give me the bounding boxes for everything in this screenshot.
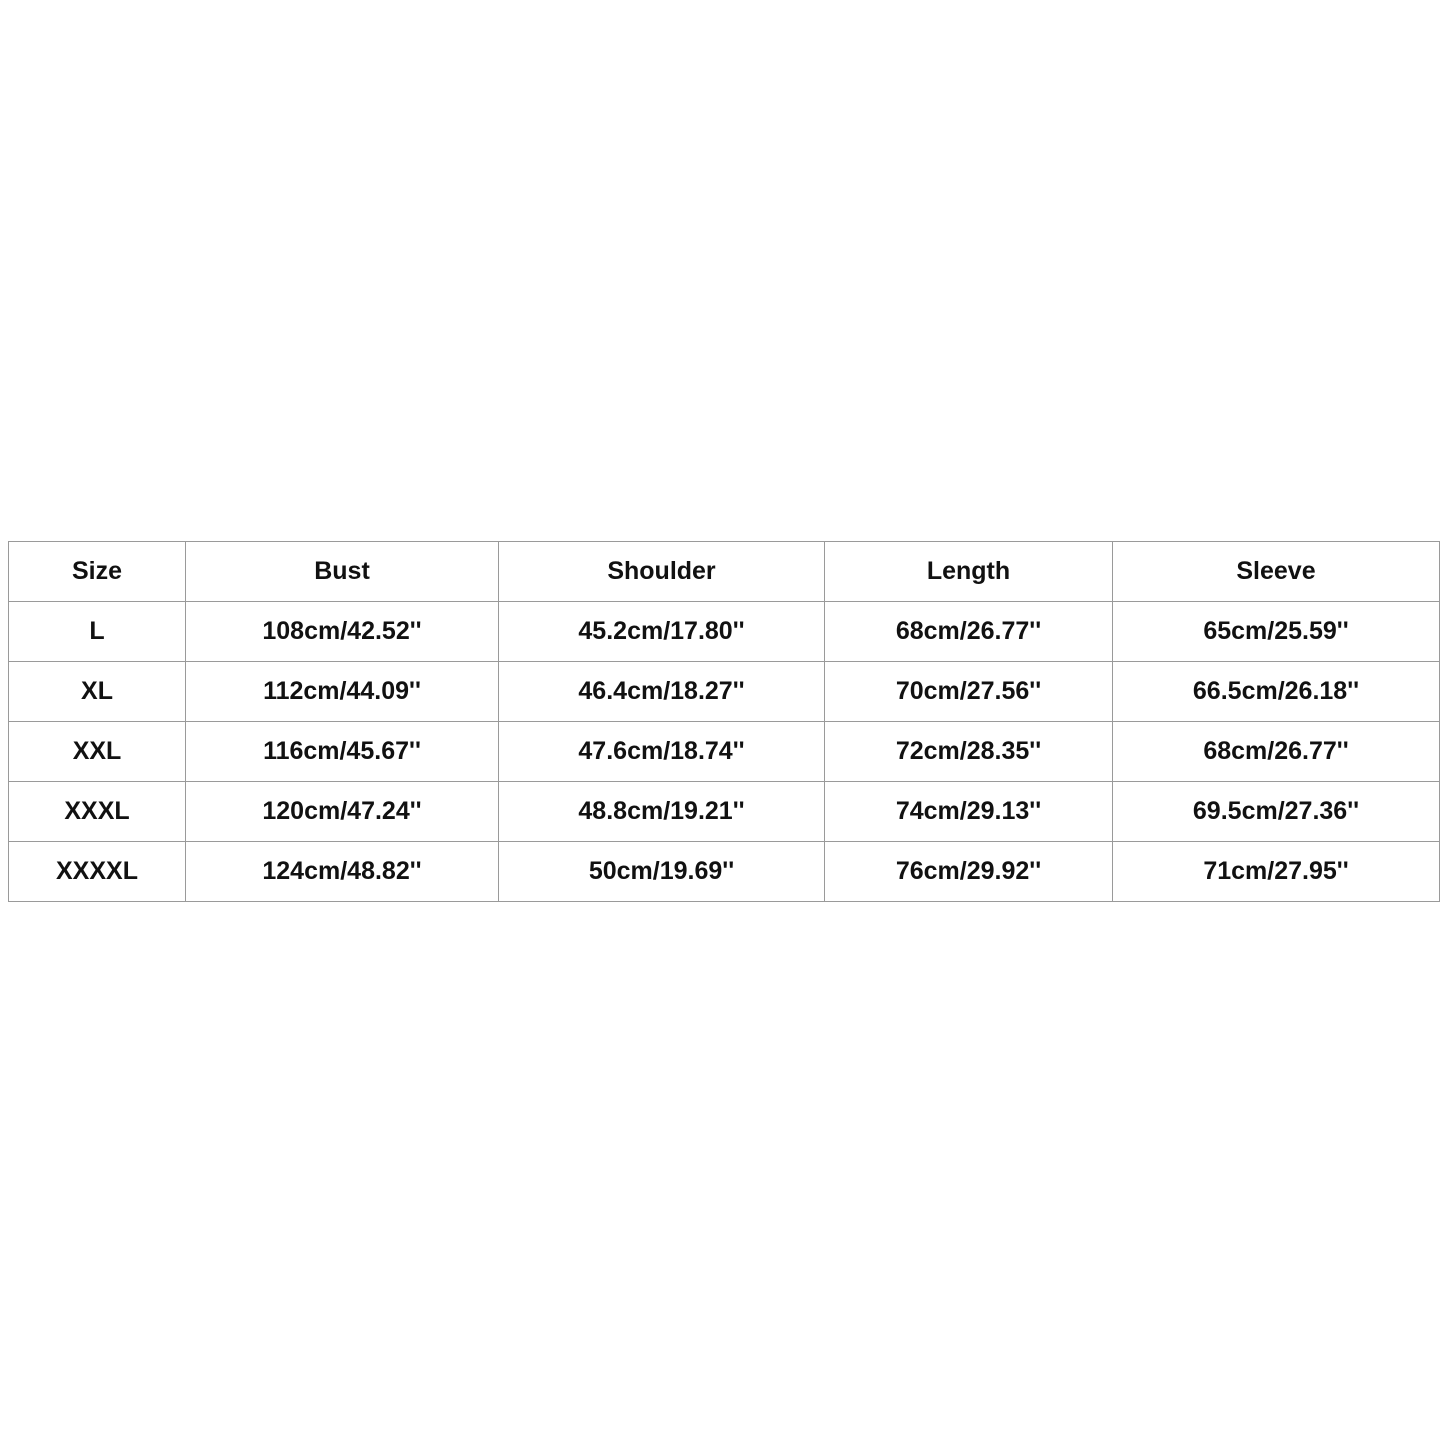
cell-shoulder: 46.4cm/18.27'' [499, 662, 825, 722]
cell-shoulder: 47.6cm/18.74'' [499, 722, 825, 782]
cell-length: 76cm/29.92'' [825, 842, 1113, 902]
cell-size: XXL [9, 722, 186, 782]
cell-length: 72cm/28.35'' [825, 722, 1113, 782]
size-chart-table [8, 541, 1440, 902]
table-row [9, 842, 1440, 902]
cell-sleeve: 66.5cm/26.18'' [1113, 662, 1440, 722]
header-sleeve: Sleeve [1113, 542, 1440, 602]
table-row [9, 602, 1440, 662]
header-shoulder: Shoulder [499, 542, 825, 602]
header-size: Size [9, 542, 186, 602]
cell-length: 70cm/27.56'' [825, 662, 1113, 722]
cell-bust: 124cm/48.82'' [186, 842, 499, 902]
cell-bust: 112cm/44.09'' [186, 662, 499, 722]
cell-bust: 120cm/47.24'' [186, 782, 499, 842]
cell-size: L [9, 602, 186, 662]
cell-shoulder: 50cm/19.69'' [499, 842, 825, 902]
cell-sleeve: 65cm/25.59'' [1113, 602, 1440, 662]
table-row [9, 722, 1440, 782]
header-bust: Bust [186, 542, 499, 602]
cell-sleeve: 69.5cm/27.36'' [1113, 782, 1440, 842]
cell-size: XL [9, 662, 186, 722]
cell-length: 68cm/26.77'' [825, 602, 1113, 662]
cell-bust: 116cm/45.67'' [186, 722, 499, 782]
table-header-row [9, 542, 1440, 602]
cell-size: XXXL [9, 782, 186, 842]
cell-sleeve: 68cm/26.77'' [1113, 722, 1440, 782]
cell-shoulder: 48.8cm/19.21'' [499, 782, 825, 842]
table-row [9, 782, 1440, 842]
cell-shoulder: 45.2cm/17.80'' [499, 602, 825, 662]
header-length: Length [825, 542, 1113, 602]
cell-sleeve: 71cm/27.95'' [1113, 842, 1440, 902]
cell-bust: 108cm/42.52'' [186, 602, 499, 662]
cell-size: XXXXL [9, 842, 186, 902]
table-row [9, 662, 1440, 722]
cell-length: 74cm/29.13'' [825, 782, 1113, 842]
